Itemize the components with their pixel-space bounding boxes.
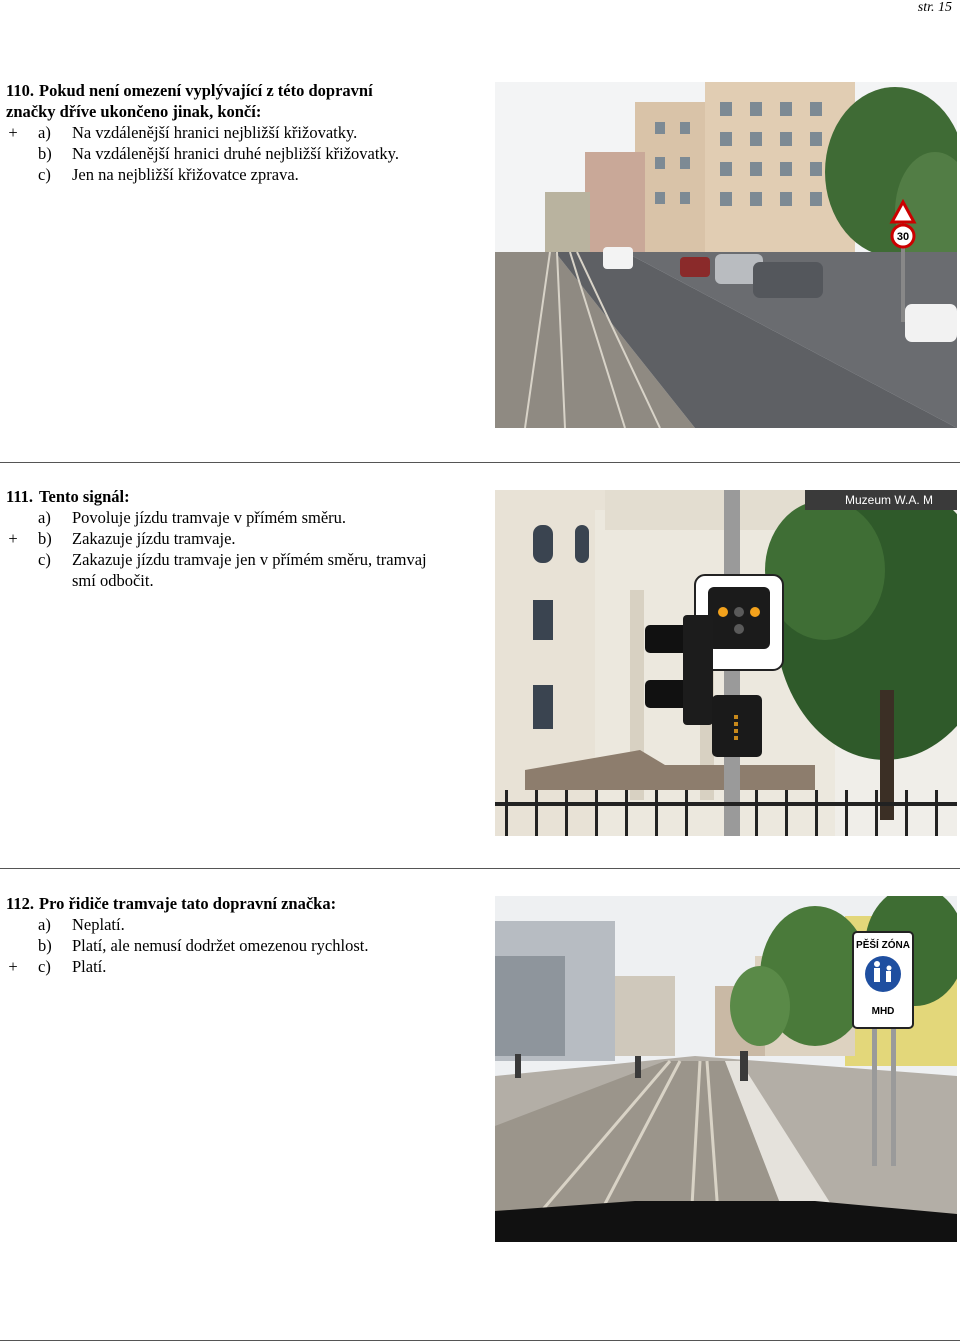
separator <box>0 1340 960 1341</box>
speed-limit-sign: 30 <box>896 231 910 243</box>
answer-b <box>6 143 399 164</box>
question-title-line: Pro řidiče tramvaje tato dopravní značka: <box>39 894 337 913</box>
question-110-title-cont: značky dříve ukončeno jinak, končí: <box>6 102 262 121</box>
question-number: 110. <box>6 81 34 100</box>
question-number: 112. <box>6 894 34 913</box>
separator <box>0 462 960 463</box>
answer-a <box>6 507 427 528</box>
photo-street-with-speed-sign <box>495 82 957 428</box>
answer-letter: b) <box>38 529 52 548</box>
question-112 <box>6 893 368 977</box>
question-110-title <box>6 80 399 101</box>
answer-letter: c) <box>38 957 51 976</box>
answer-text: Platí. <box>72 957 107 976</box>
pedestrian-zone-sign-text: PĚŠÍ ZÓNA <box>856 940 910 951</box>
photo-tram-signal <box>495 490 957 836</box>
answer-text: Platí, ale nemusí dodržet omezenou rychlost. <box>72 936 369 955</box>
page-number: str. 15 <box>917 0 952 15</box>
question-title-line: Pokud není omezení vyplývající z této dopravní <box>39 81 373 100</box>
question-110 <box>6 80 399 185</box>
separator <box>0 868 960 869</box>
question-111 <box>6 486 427 591</box>
answer-text: Na vzdálenější hranici druhé nejbližší křižovatky. <box>72 144 399 163</box>
answer-text: Povoluje jízdu tramvaje v přímém směru. <box>72 508 347 527</box>
answer-b <box>6 935 368 956</box>
answer-c <box>6 956 368 977</box>
answer-letter: c) <box>38 550 51 569</box>
answer-a <box>6 914 368 935</box>
answer-c <box>6 164 399 185</box>
question-112-title <box>6 893 368 914</box>
correct-mark: + <box>8 123 18 142</box>
street-sign-text: Muzeum W.A. M <box>845 493 934 507</box>
answer-c-continuation <box>6 570 427 591</box>
answer-c <box>6 549 427 570</box>
answer-a <box>6 122 399 143</box>
correct-mark: + <box>8 957 18 976</box>
question-111-title <box>6 486 427 507</box>
answer-text: Jen na nejbližší křižovatce zprava. <box>72 165 299 184</box>
sign-subplate-text: MHD <box>871 1006 895 1017</box>
question-title-line: Tento signál: <box>39 487 130 506</box>
answer-text: Na vzdálenější hranici nejbližší křižovatky. <box>72 123 358 142</box>
answer-letter: a) <box>38 123 51 142</box>
answer-letter: b) <box>38 936 52 955</box>
photo-pedestrian-zone <box>495 896 957 1242</box>
answer-b <box>6 528 427 549</box>
answer-text: Neplatí. <box>72 915 125 934</box>
answer-text: smí odbočit. <box>72 571 154 590</box>
correct-mark: + <box>8 529 18 548</box>
answer-text: Zakazuje jízdu tramvaje jen v přímém směru, tramvaj <box>72 550 427 569</box>
answer-text: Zakazuje jízdu tramvaje. <box>72 529 236 548</box>
answer-letter: b) <box>38 144 52 163</box>
question-number: 111. <box>6 487 34 506</box>
answer-letter: a) <box>38 508 51 527</box>
answer-letter: a) <box>38 915 51 934</box>
answer-letter: c) <box>38 165 51 184</box>
